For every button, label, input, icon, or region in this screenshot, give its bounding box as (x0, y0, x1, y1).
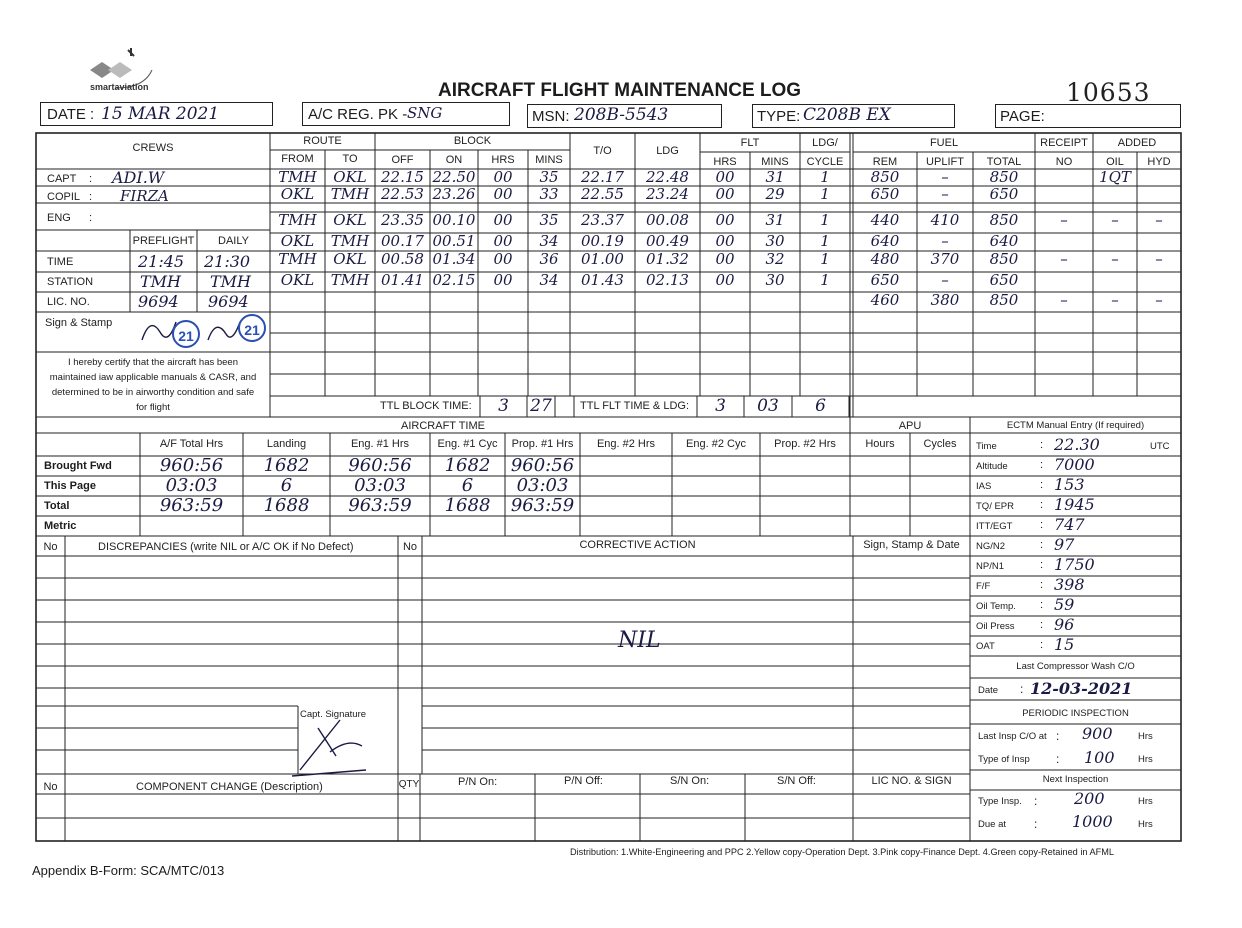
aircraft-time-row-label: Metric (44, 520, 77, 532)
aircraft-time-cell[interactable]: 1688 (263, 495, 310, 516)
flight-from-cell[interactable]: TMH (278, 211, 317, 229)
last-insp-label: Last Insp C/O at (978, 731, 1047, 742)
next-inspection-header: Next Inspection (1042, 774, 1109, 785)
flight-oil-cell[interactable]: – (1111, 250, 1119, 268)
fuel-header: FUEL (929, 137, 959, 149)
ectm-row-value[interactable]: 7000 (1054, 455, 1095, 474)
apu-header: APU (898, 420, 922, 432)
flight-uplift-cell[interactable]: 380 (930, 291, 960, 309)
flight-hyd-cell[interactable]: – (1155, 291, 1163, 309)
ectm-row-label: Oil Temp. (976, 601, 1016, 612)
flight-oil-cell[interactable]: 1QT (1099, 168, 1131, 186)
ttl-block-hrs[interactable]: 3 (498, 396, 509, 416)
ectm-row-label: OAT (976, 641, 995, 652)
aircraft-time-cell[interactable]: 03:03 (516, 475, 569, 496)
flight-to-cell[interactable]: TMH (330, 232, 370, 250)
flight-oil-cell[interactable] (1093, 185, 1137, 202)
aircraft-time-col-0: A/F Total Hrs (159, 438, 224, 450)
flight-rem-cell[interactable]: 460 (870, 291, 900, 309)
flight-rem-cell[interactable]: 480 (870, 250, 900, 268)
flight-on-cell[interactable]: 23.26 (432, 185, 476, 203)
aircraft-time-row-label: Total (44, 500, 70, 512)
inspector-stamp-daily: 21 (238, 314, 266, 342)
block-hrs-header: HRS (491, 154, 515, 166)
next-type-unit: Hrs (1138, 796, 1153, 807)
flight-flt-mins-cell[interactable]: 30 (765, 271, 785, 289)
ttl-flt-hrs[interactable]: 3 (715, 396, 726, 416)
certification-text (36, 355, 270, 415)
ectm-row-unit: UTC (1150, 441, 1170, 452)
ttl-flt-mins[interactable]: 03 (757, 396, 779, 416)
flight-cycle-cell[interactable]: 1 (820, 250, 830, 268)
flight-to-cell[interactable]: OKL (333, 250, 367, 268)
aircraft-time-col-3: Eng. #1 Cyc (437, 438, 498, 450)
flight-to-time-cell[interactable]: 23.37 (581, 211, 624, 229)
flight-hyd-cell[interactable] (1137, 168, 1181, 185)
flight-total-cell[interactable]: 650 (989, 185, 1019, 203)
ectm-row-label: Time (976, 441, 997, 452)
flight-mins-cell[interactable]: 36 (539, 250, 559, 268)
flight-total-cell[interactable]: 850 (989, 291, 1019, 309)
comp-no-header: No (43, 781, 58, 793)
apu-cycles-header: Cycles (923, 438, 957, 450)
flight-to-time-cell[interactable]: 00.19 (581, 232, 624, 250)
ectm-row-value[interactable]: 1750 (1054, 555, 1095, 574)
flight-on-cell[interactable]: 02.15 (432, 271, 476, 289)
ectm-row-value[interactable]: 747 (1054, 515, 1085, 534)
date-label: DATE : (47, 106, 95, 123)
flight-total-cell[interactable]: 640 (989, 232, 1019, 250)
flight-ldg-cell[interactable]: 02.13 (646, 271, 689, 289)
aircraft-time-row-label: This Page (44, 480, 96, 492)
flight-uplift-cell[interactable]: – (941, 168, 949, 186)
distribution-note: Distribution: 1.White-Engineering and PPC 2.Yellow copy-Operation Dept. 3.Pink copy-Finance Dept. 4.Green copy-Retained in AFML (570, 847, 1115, 857)
reg-value: SNG (407, 104, 443, 122)
flight-hyd-cell[interactable]: – (1155, 250, 1163, 268)
corr-no-header: No (402, 541, 418, 553)
flight-ldg-cell[interactable]: 01.32 (646, 250, 689, 268)
flight-cycle-cell[interactable]: 1 (820, 211, 830, 229)
component-change-header: COMPONENT CHANGE (Description) (136, 781, 323, 793)
aircraft-time-cell[interactable]: 1682 (263, 455, 310, 476)
block-mins-header: MINS (535, 154, 563, 166)
added-header: ADDED (1117, 137, 1157, 149)
apu-hours-header: Hours (865, 438, 895, 450)
type-insp-label: Type of Insp (978, 754, 1030, 765)
flight-on-cell[interactable] (430, 291, 478, 311)
flight-receipt-cell[interactable] (1035, 271, 1093, 291)
flight-rem-cell[interactable]: 650 (870, 271, 900, 289)
flight-flt-mins-cell[interactable]: 31 (765, 211, 785, 229)
sn-off-header: S/N Off: (777, 775, 816, 787)
flight-hrs-cell[interactable]: 00 (493, 271, 513, 289)
flight-oil-cell[interactable] (1093, 232, 1137, 250)
aircraft-time-col-5: Eng. #2 Hrs (596, 438, 656, 450)
flight-from-cell[interactable] (270, 291, 325, 311)
inspector-stamp-preflight: 21 (172, 320, 200, 348)
flight-off-cell[interactable]: 00.58 (381, 250, 424, 268)
flight-total-cell[interactable]: 850 (989, 168, 1019, 186)
wash-date-label: Date (978, 685, 999, 696)
flight-off-cell[interactable]: 22.53 (381, 185, 424, 203)
flight-cycle-cell[interactable] (800, 291, 850, 311)
aircraft-time-cell[interactable]: 963:59 (348, 495, 412, 516)
capt-label: CAPT (47, 173, 77, 185)
sign-stamp-label: Sign & Stamp (45, 317, 113, 329)
ectm-header: ECTM Manual Entry (If required) (1006, 420, 1145, 431)
capt-value[interactable]: ADI.W (112, 168, 165, 187)
ectm-colon: : (1040, 479, 1044, 491)
aircraft-time-row-label: Brought Fwd (44, 460, 112, 472)
flight-total-cell[interactable]: 650 (989, 271, 1019, 289)
flight-mins-cell[interactable]: 35 (539, 168, 559, 186)
cert-line-2: maintained iaw applicable manuals & CASR, and (49, 372, 257, 383)
copil-value[interactable]: FIRZA (120, 187, 169, 205)
flight-mins-cell[interactable]: 33 (539, 185, 559, 203)
flight-to-time-cell[interactable]: 22.55 (581, 185, 624, 203)
aircraft-time-cell[interactable]: 1688 (444, 495, 491, 516)
flight-flt-hrs-cell[interactable]: 00 (715, 250, 735, 268)
ttl-ldg[interactable]: 6 (815, 396, 826, 416)
flight-on-cell[interactable]: 01.34 (432, 250, 476, 268)
flight-ldg-cell[interactable]: 22.48 (646, 168, 689, 186)
flight-hyd-cell[interactable] (1137, 271, 1181, 291)
flight-hyd-cell[interactable] (1137, 232, 1181, 250)
station-preflight[interactable]: TMH (140, 272, 182, 291)
ectm-colon: : (1040, 439, 1044, 451)
flight-uplift-cell[interactable]: – (941, 271, 949, 289)
flight-oil-cell[interactable] (1093, 271, 1137, 291)
flight-cycle-cell[interactable]: 1 (820, 185, 830, 203)
flight-hrs-cell[interactable] (478, 291, 528, 311)
cert-line-1: I hereby certify that the aircraft has been (67, 357, 239, 368)
ectm-row-value[interactable]: 398 (1054, 575, 1085, 594)
ectm-row-label: F/F (976, 581, 991, 592)
ectm-colon: : (1040, 539, 1044, 551)
ectm-colon: : (1040, 499, 1044, 511)
flt-mins-header: MINS (761, 156, 789, 168)
flight-uplift-cell[interactable]: 410 (930, 211, 960, 229)
flight-off-cell[interactable]: 00.17 (381, 232, 424, 250)
flight-hrs-cell[interactable]: 00 (493, 185, 513, 203)
station-daily[interactable]: TMH (210, 272, 252, 291)
flight-off-cell[interactable]: 22.15 (381, 168, 424, 186)
flight-from-cell[interactable]: TMH (278, 250, 317, 268)
flight-to-time-cell[interactable] (570, 291, 635, 311)
flight-hrs-cell[interactable]: 00 (493, 168, 513, 186)
flight-flt-mins-cell[interactable] (750, 291, 800, 311)
pn-on-header: P/N On: (458, 776, 498, 788)
flight-mins-cell[interactable]: 34 (539, 232, 559, 250)
aircraft-time-header: AIRCRAFT TIME (401, 420, 485, 432)
from-header: FROM (281, 153, 314, 165)
copil-label: COPIL (47, 191, 81, 203)
compressor-wash-header: Last Compressor Wash C/O (1016, 661, 1135, 672)
total-header: TOTAL (986, 156, 1022, 168)
type-insp-unit: Hrs (1138, 754, 1153, 765)
flight-total-cell[interactable]: 850 (989, 211, 1019, 229)
aircraft-time-cell[interactable]: 6 (461, 475, 474, 496)
flight-receipt-cell[interactable]: – (1060, 211, 1068, 229)
capt-signature-scribble (292, 720, 366, 776)
aircraft-time-col-7: Prop. #2 Hrs (774, 438, 836, 450)
sign-stamp-date-header: Sign, Stamp & Date (863, 539, 960, 551)
flight-to-time-cell[interactable]: 01.00 (581, 250, 624, 268)
due-at-value[interactable]: 1000 (1072, 812, 1113, 831)
flight-flt-hrs-cell[interactable]: 00 (715, 168, 735, 186)
discrepancies-header: DISCREPANCIES (write NIL or A/C OK if No Defect) (98, 541, 354, 553)
lic-preflight[interactable]: 9694 (138, 292, 179, 311)
flight-off-cell[interactable]: 01.41 (381, 271, 424, 289)
flight-on-cell[interactable]: 00.51 (432, 232, 476, 250)
lic-sign-header: LIC NO. & SIGN (871, 775, 952, 787)
ttl-block-label: TTL BLOCK TIME: (380, 400, 472, 412)
aircraft-time-cell[interactable]: 960:56 (510, 455, 575, 476)
flight-cycle-cell[interactable]: 1 (820, 271, 830, 289)
route-header: ROUTE (303, 135, 342, 147)
flight-rem-cell[interactable]: 850 (870, 168, 900, 186)
flight-receipt-cell[interactable] (1035, 168, 1093, 185)
flight-from-cell[interactable]: OKL (280, 271, 315, 289)
flight-to-cell[interactable]: OKL (333, 211, 367, 229)
flight-flt-mins-cell[interactable]: 32 (765, 250, 785, 268)
msn-value: 208B-5543 (574, 105, 669, 125)
ldg-cycle-header-1: LDG/ (812, 137, 838, 149)
corrective-action-header: CORRECTIVE ACTION (579, 539, 696, 551)
aircraft-time-col-2: Eng. #1 Hrs (350, 438, 410, 450)
flight-to-cell[interactable]: TMH (330, 185, 370, 203)
aircraft-time-col-6: Eng. #2 Cyc (686, 438, 746, 450)
block-header: BLOCK (453, 135, 492, 147)
flight-flt-hrs-cell[interactable]: 00 (715, 232, 735, 250)
aircraft-time-cell[interactable]: 03:03 (165, 475, 218, 496)
flight-hyd-cell[interactable]: – (1155, 211, 1163, 229)
flight-off-cell[interactable]: 23.35 (381, 211, 424, 229)
flight-cycle-cell[interactable]: 1 (820, 168, 830, 186)
ectm-colon: : (1040, 519, 1044, 531)
receipt-header: RECEIPT (1040, 137, 1088, 149)
flight-rem-cell[interactable]: 440 (870, 211, 900, 229)
eng-label: ENG (47, 212, 71, 224)
ectm-row-value[interactable]: 59 (1054, 595, 1075, 614)
flight-on-cell[interactable]: 00.10 (432, 211, 476, 229)
to-time-header: T/O (593, 145, 612, 157)
flt-hrs-header: HRS (713, 156, 737, 168)
flight-hrs-cell[interactable]: 00 (493, 250, 513, 268)
flight-mins-cell[interactable] (528, 291, 570, 311)
page-label: PAGE: (1000, 108, 1045, 125)
ectm-row-value[interactable]: 96 (1054, 615, 1075, 634)
ttl-block-mins[interactable]: 27 (530, 396, 552, 416)
flight-to-cell[interactable]: TMH (330, 271, 370, 289)
flight-flt-hrs-cell[interactable]: 00 (715, 185, 735, 203)
flight-rem-cell[interactable]: 650 (870, 185, 900, 203)
time-daily[interactable]: 21:30 (204, 252, 251, 271)
pn-off-header: P/N Off: (564, 775, 603, 787)
daily-header: DAILY (218, 235, 249, 247)
flight-uplift-cell[interactable]: – (941, 232, 949, 250)
flight-to-cell[interactable]: OKL (333, 168, 367, 186)
aircraft-time-cell[interactable]: 960:56 (159, 455, 224, 476)
flight-from-cell[interactable]: TMH (278, 168, 317, 186)
next-type-value[interactable]: 200 (1074, 789, 1105, 808)
flt-header: FLT (740, 137, 760, 149)
rem-header: REM (872, 156, 898, 168)
flight-cycle-cell[interactable]: 1 (820, 232, 830, 250)
last-insp-unit: Hrs (1138, 731, 1153, 742)
next-type-label: Type Insp. (978, 796, 1022, 807)
ectm-row-value[interactable]: 1945 (1054, 495, 1095, 514)
ectm-row-value[interactable]: 97 (1054, 535, 1075, 554)
preflight-header: PREFLIGHT (132, 235, 195, 247)
flight-hyd-cell[interactable] (1137, 185, 1181, 202)
station-label: STATION (47, 276, 94, 288)
ectm-colon: : (1040, 559, 1044, 571)
logo-text: smartaviation (90, 82, 149, 92)
flight-oil-cell[interactable]: – (1111, 291, 1119, 309)
flight-receipt-cell[interactable]: – (1060, 291, 1068, 309)
ectm-colon: : (1040, 459, 1044, 471)
time-preflight[interactable]: 21:45 (138, 252, 185, 271)
ttl-flt-label: TTL FLT TIME & LDG: (580, 400, 690, 412)
aircraft-time-cell[interactable]: 6 (280, 475, 293, 496)
aircraft-time-col-4: Prop. #1 Hrs (511, 438, 574, 450)
flight-oil-cell[interactable]: – (1111, 211, 1119, 229)
serial-number: 10653 (1066, 78, 1151, 107)
ectm-row-value[interactable]: 22.30 (1054, 435, 1100, 454)
receipt-no-header: NO (1055, 156, 1073, 168)
ectm-row-value[interactable]: 153 (1054, 475, 1085, 494)
ectm-row-label: NG/N2 (976, 541, 1006, 552)
flight-flt-hrs-cell[interactable]: 00 (715, 211, 735, 229)
date-value: 15 MAR 2021 (101, 104, 220, 124)
crews-header: CREWS (132, 142, 174, 154)
flight-to-time-cell[interactable]: 01.43 (581, 271, 624, 289)
msn-label: MSN: (532, 108, 570, 125)
flight-ldg-cell[interactable] (635, 291, 700, 311)
flight-flt-hrs-cell[interactable] (700, 291, 750, 311)
ectm-row-label: Oil Press (976, 621, 1015, 632)
type-label: TYPE: (757, 108, 801, 125)
flight-receipt-cell[interactable] (1035, 232, 1093, 250)
flight-on-cell[interactable]: 22.50 (432, 168, 476, 186)
ectm-row-value[interactable]: 15 (1054, 635, 1075, 654)
flight-total-cell[interactable]: 850 (989, 250, 1019, 268)
flight-hrs-cell[interactable]: 00 (493, 211, 513, 229)
type-value: C208B EX (803, 105, 891, 125)
corrective-action-nil[interactable]: NIL (618, 628, 661, 653)
to-header: TO (342, 153, 358, 165)
flight-receipt-cell[interactable] (1035, 185, 1093, 202)
time-label: TIME (47, 256, 74, 268)
lic-daily[interactable]: 9694 (208, 292, 249, 311)
form-number: Appendix B-Form: SCA/MTC/013 (32, 863, 225, 878)
flight-from-cell[interactable]: OKL (280, 232, 315, 250)
ldg-header: LDG (656, 145, 679, 157)
ectm-row-label: ITT/EGT (976, 521, 1013, 532)
flight-receipt-cell[interactable]: – (1060, 250, 1068, 268)
flight-to-time-cell[interactable]: 22.17 (581, 168, 624, 186)
aircraft-time-cell[interactable]: 03:03 (354, 475, 406, 496)
flight-flt-mins-cell[interactable]: 31 (765, 168, 785, 186)
cert-line-3: determined to be in airworthy condition and safe (51, 387, 255, 398)
flight-from-cell[interactable]: OKL (280, 185, 315, 203)
on-header: ON (445, 154, 463, 166)
flight-ldg-cell[interactable]: 23.24 (646, 185, 689, 203)
ectm-colon: : (1040, 599, 1044, 611)
flight-flt-mins-cell[interactable]: 30 (765, 232, 785, 250)
flight-ldg-cell[interactable]: 00.08 (646, 211, 689, 229)
flight-mins-cell[interactable]: 35 (539, 211, 559, 229)
ectm-row-label: Altitude (976, 461, 1008, 472)
ldg-cycle-header-2: CYCLE (806, 156, 844, 168)
flight-hrs-cell[interactable]: 00 (493, 232, 513, 250)
oil-header: OIL (1106, 156, 1124, 168)
disc-no-header: No (43, 541, 58, 553)
due-at-unit: Hrs (1138, 819, 1153, 830)
sn-on-header: S/N On: (670, 775, 710, 787)
ectm-colon: : (1040, 639, 1044, 651)
flight-flt-hrs-cell[interactable]: 00 (715, 271, 735, 289)
due-at-label: Due at (978, 819, 1006, 830)
last-insp-value[interactable]: 900 (1082, 724, 1113, 743)
aircraft-time-cell[interactable]: 1682 (444, 455, 491, 476)
capt-signature-label: Capt. Signature (300, 709, 367, 720)
flight-rem-cell[interactable]: 640 (870, 232, 900, 250)
flight-uplift-cell[interactable]: – (941, 185, 949, 203)
ectm-colon: : (1040, 619, 1044, 631)
flight-flt-mins-cell[interactable]: 29 (765, 185, 785, 203)
periodic-inspection-header: PERIODIC INSPECTION (1022, 708, 1129, 719)
aircraft-time-cell[interactable]: 963:59 (159, 495, 224, 516)
type-insp-value[interactable]: 100 (1084, 748, 1115, 767)
flight-ldg-cell[interactable]: 00.49 (646, 232, 689, 250)
form-title: AIRCRAFT FLIGHT MAINTENANCE LOG (438, 80, 802, 101)
aircraft-time-col-1: Landing (266, 438, 307, 450)
flight-off-cell[interactable] (375, 291, 430, 311)
hyd-header: HYD (1147, 156, 1171, 168)
flight-uplift-cell[interactable]: 370 (930, 250, 960, 268)
ectm-row-label: TQ/ EPR (976, 501, 1015, 512)
aircraft-time-cell[interactable]: 963:59 (510, 495, 575, 516)
uplift-header: UPLIFT (926, 156, 964, 168)
ectm-colon: : (1040, 579, 1044, 591)
ectm-row-label: IAS (976, 481, 992, 492)
aircraft-time-cell[interactable]: 960:56 (348, 455, 412, 476)
off-header: OFF (391, 154, 414, 166)
wash-date-value[interactable]: 12-03-2021 (1030, 679, 1133, 698)
flight-to-cell[interactable] (325, 291, 375, 311)
ectm-row-label: NP/N1 (976, 561, 1004, 572)
lic-label: LIC. NO. (47, 296, 90, 308)
cert-line-4: for flight (136, 402, 170, 413)
flight-mins-cell[interactable]: 34 (539, 271, 559, 289)
qty-header: QTY (398, 779, 420, 790)
reg-label: A/C REG. PK - (308, 106, 408, 123)
